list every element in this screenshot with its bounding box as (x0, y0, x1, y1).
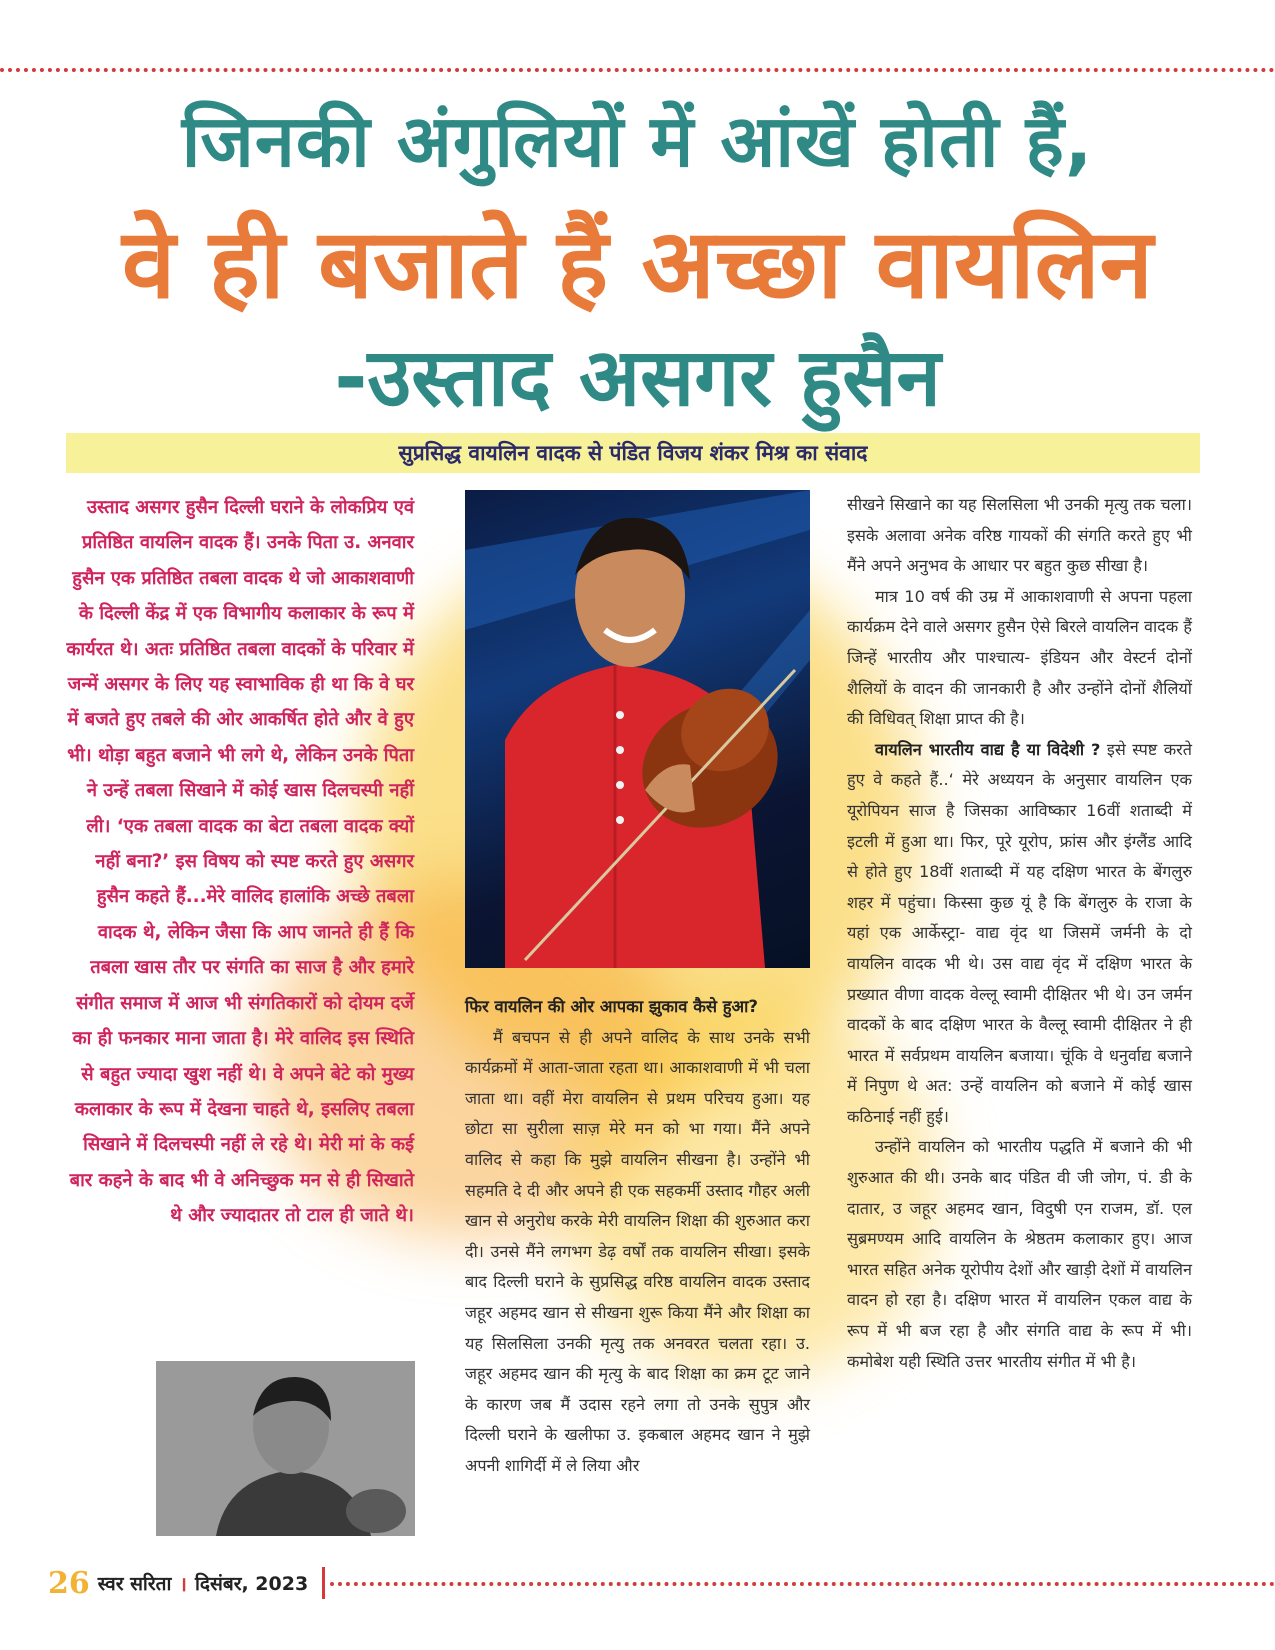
violinist-photo (465, 490, 810, 968)
subtitle-bar (66, 433, 1200, 473)
bottom-dotted-rule (330, 1582, 1275, 1586)
portrait-illustration (156, 1361, 415, 1536)
headline-line-2: वे ही बजाते हैं अच्छा वायलिन (122, 208, 1153, 320)
portrait-photo (156, 1361, 415, 1536)
right-column (847, 490, 1192, 1377)
issue-date: दिसंबर, 2023 (194, 1573, 309, 1595)
magazine-name: स्वर सरिता (97, 1573, 172, 1595)
question-heading-2: वायलिन भारतीय वाद्य है या विदेशी ? (875, 739, 1101, 759)
violinist-illustration (465, 490, 810, 968)
paragraph-2: मात्र 10 वर्ष की उम्र में आकाशवाणी से अपना पहला कार्यक्रम देने वाले असगर हुसैन ऐसे बिरले वायलिन वादक हैं जिन्हें भारतीय और पाश्चात्य- इंडियन और वेस्टर्न दोनों शैलियों के वादन की जानकारी है और उन्होंने दोनों शैलियों की विधिवत् शिक्षा प्राप्त की है। (847, 586, 1192, 729)
top-dotted-rule (0, 68, 1275, 72)
paragraph-4: उन्होंने वायलिन को भारतीय पद्धति में बजाने की भी शुरुआत की थी। उनके बाद पंडित वी जी जोग, पं. डी के दातार, उ जहूर अहमद खान, विदुषी एन राजम, डॉ. एल सुब्रमण्यम आदि वायलिन के श्रेष्ठतम कलाकार हुए। आज भारत सहित अनेक यूरोपीय देशों और खाड़ी देशों में वायलिन वादन हो रहा है। दक्षिण भारत में वायलिन एकल वाद्य के रूप में भी बज रहा है और संगति वाद्य के रूप में भी। कमोबेश यही स्थिति उत्तर भारतीय संगीत में भी है। (847, 1137, 1192, 1371)
headline-line-1: जिनकी अंगुलियों में आंखें होती हैं, (181, 99, 1094, 183)
subtitle-text: सुप्रसिद्ध वायलिन वादक से पंडित विजय शंकर मिश्र का संवाद (398, 441, 868, 465)
paragraph-1: सीखने सिखाने का यह सिलसिला भी उनकी मृत्यु तक चला। इसके अलावा अनेक वरिष्ठ गायकों की संगति करते हुए भी मैंने अपने अनुभव के आधार पर बहुत कुछ सीखा है। (847, 495, 1192, 576)
footer-bar (322, 1567, 325, 1599)
headline-line-3: -उस्ताद असगर हुसैन (334, 331, 941, 424)
intro-column: उस्ताद असगर हुसैन दिल्ली घराने के लोकप्रिय एवं प्रतिष्ठित वायलिन वादक हैं। उनके पिता उ. अनवार हुसैन एक प्रतिष्ठित तबला वादक थे जो आकाशवाणी के दिल्ली केंद्र में एक विभागीय कलाकार के रूप में कार्यरत थे। अतः प्रतिष्ठित तबला वादकों के परिवार में जन्में असगर के लिए यह स्वाभाविक ही था कि वे घर में बजते हुए तबले की ओर आकर्षित होते और वे हुए भी। थोड़ा बहुत बजाने भी लगे थे, लेकिन उनके पिता ने उन्हें तबला सिखाने में कोई खास दिलचस्पी नहीं ली। ‘एक तबला वादक का बेटा तबला वादक क्यों नहीं बना?’ इस विषय को स्पष्ट करते हुए असगर हुसैन कहते हैं...मेरे वालिद हालांकि अच्छे तबला वादक थे, लेकिन जैसा कि आप जानते ही हैं कि तबला खास तौर पर संगति का साज है और हमारे संगीत समाज में आज भी संगतिकारों को दोयम दर्जे का ही फनकार माना जाता है। मेरे वालिद इस स्थिति से बहुत ज्यादा खुश नहीं थे। वे अपने बेटे को मुख्य कलाकार के रूप में देखना चाहते थे, इसलिए तबला सिखाने में दिलचस्पी नहीं ले रहे थे। मेरी मां के कई बार कहने के बाद भी वे अनिच्छुक मन से ही सिखाते थे और ज्यादातर तो टाल ही जाते थे। (66, 497, 414, 1227)
footer-separator: । (179, 1571, 187, 1596)
question-heading: फिर वायलिन की ओर आपका झुकाव कैसे हुआ? (465, 997, 758, 1016)
paragraph-3: इसे स्पष्ट करते हुए वे कहते हैं..‘ मेरे अध्ययन के अनुसार वायलिन एक यूरोपियन साज है जिसका आविष्कार 16वीं शताब्दी में इटली में हुआ था। फिर, पूरे यूरोप, फ्रांस और इंग्लैंड आदि से होते हुए 18वीं शताब्दी में यह दक्षिण भारत के बेंगलुरु शहर में पहुंचा। किस्सा कुछ यूं है कि बेंगलुरु के राजा के यहां एक आर्केस्ट्रा- वाद्य वृंद था जिसमें जर्मनी के दो वायलिन वादक भी थे। उस वाद्य वृंद में दक्षिण भारत के प्रख्यात वीणा वादक वेल्लू स्वामी दीक्षितर भी थे। उन जर्मन वादकों के बाद दक्षिण भारत के वैल्लू स्वामी दीक्षितर ने ही भारत में सर्वप्रथम वायलिन बजाया। चूंकि वे धनुर्वाद्य बजाने में निपुण थे अत: उन्हें वायलिन को बजाने में कोई खास कठिनाई नहीं हुई। (847, 739, 1193, 1126)
page-number: 26 (48, 1565, 90, 1601)
qa-column (465, 992, 810, 1482)
answer-text: मैं बचपन से ही अपने वालिद के साथ उनके सभी कार्यक्रमों में आता-जाता रहता था। आकाशवाणी में भी चला जाता था। वहीं मेरा वायलिन से प्रथम परिचय हुआ। यह छोटा सा सुरीला साज़ मेरे मन को भा गया। मैंने अपने वालिद से कहा कि मुझे वायलिन सीखना है। उन्होंने भी सहमति दे दी और अपने ही एक सहकर्मी उस्ताद गौहर अली खान से अनुरोध करके मेरी वायलिन शिक्षा की शुरुआत करा दी। उनसे मैंने लगभग डेढ़ वर्षों तक वायलिन सीखा। इसके बाद दिल्ली घराने के सुप्रसिद्ध वरिष्ठ वायलिन वादक उस्ताद जहूर अहमद खान से सीखना शुरू किया मैंने और शिक्षा का यह सिलसिला उनकी मृत्यु तक अनवरत चलता रहा। उ. जहूर अहमद खान की मृत्यु के बाद शिक्षा का क्रम टूट जाने के कारण जब मैं उदास रहने लगा तो उनके सुपुत्र और दिल्ली घराने के खलीफा उ. इकबाल अहमद खान ने मुझे अपनी शागिर्दी में ले लिया और (465, 1027, 810, 1475)
page-footer (48, 1566, 325, 1600)
